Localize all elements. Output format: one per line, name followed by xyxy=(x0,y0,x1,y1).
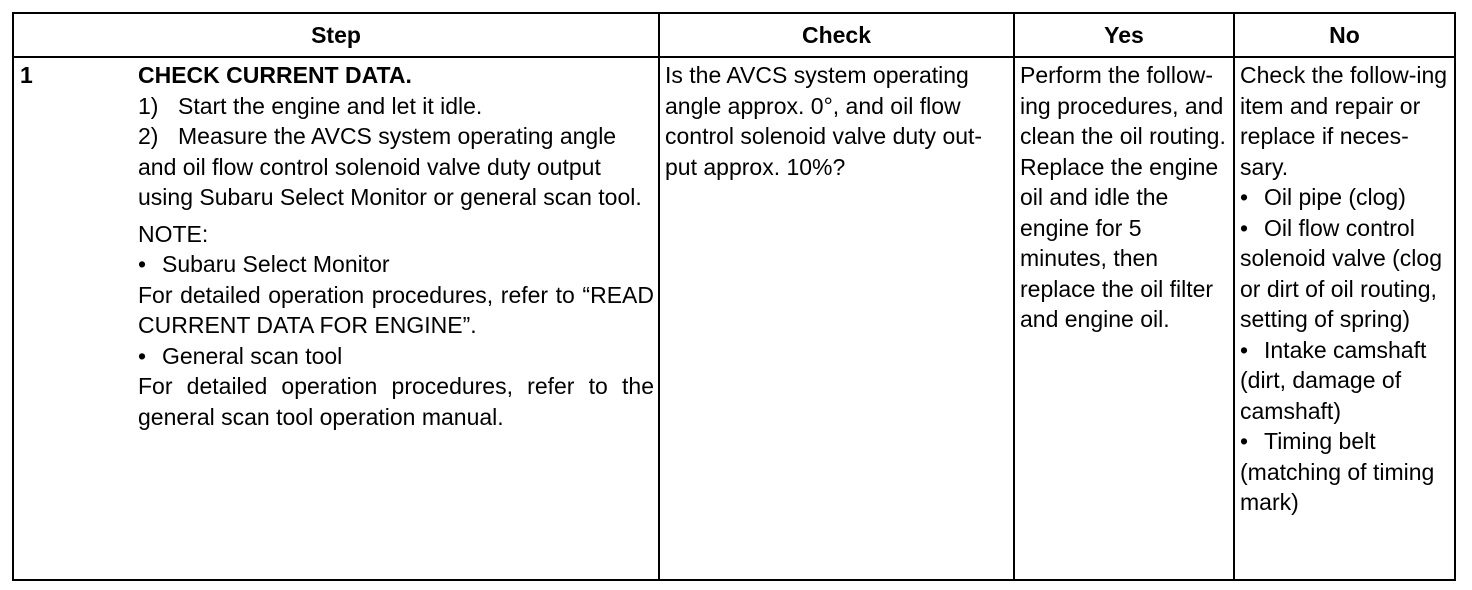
note-bullet-1 xyxy=(138,249,654,280)
no-bullet-label: Timing belt xyxy=(1264,428,1376,454)
header-no: No xyxy=(1234,13,1455,57)
step-item-2 xyxy=(138,121,654,152)
bullet-icon: • xyxy=(138,251,147,277)
note-text-2: For detailed operation procedures, refer to the general scan tool operation manual. xyxy=(138,373,654,430)
step-cell xyxy=(13,57,659,580)
bullet-icon: • xyxy=(138,342,147,369)
no-bullet-detail: (dirt, damage of camshaft) xyxy=(1240,367,1402,424)
no-bullet-label: Oil flow control xyxy=(1264,214,1415,241)
table-header-row xyxy=(13,13,1455,57)
no-bullet-label: Oil pipe (clog) xyxy=(1264,184,1406,210)
bullet-icon: • xyxy=(1240,214,1249,241)
bullet-icon: • xyxy=(1240,184,1249,210)
header-step: Step xyxy=(13,13,659,57)
no-bullet-label: Intake camshaft xyxy=(1264,336,1427,363)
no-bullet-3 xyxy=(1240,335,1449,366)
bullet-icon: • xyxy=(1240,428,1249,454)
step-item-number: 1) xyxy=(138,92,159,119)
no-intro: Check the follow-ing item and repair or replace if neces-sary. xyxy=(1240,62,1448,180)
step-item-text: Measure the AVCS system operating angle xyxy=(178,123,617,149)
note-bullet-2 xyxy=(138,341,654,372)
step-item-number: 2) xyxy=(138,123,159,149)
header-yes: Yes xyxy=(1014,13,1234,57)
note-bullet-text: General scan tool xyxy=(162,342,343,369)
check-cell xyxy=(659,57,1014,580)
step-item-text: Start the engine and let it idle. xyxy=(178,92,483,119)
step-item-1 xyxy=(138,91,654,122)
yes-cell xyxy=(1014,57,1234,580)
note-label: NOTE: xyxy=(138,220,209,247)
no-bullet-detail: (matching of timing mark) xyxy=(1240,458,1435,515)
table-row xyxy=(13,57,1455,580)
no-bullet-1 xyxy=(1240,182,1449,213)
no-cell xyxy=(1234,57,1455,580)
no-bullet-4 xyxy=(1240,426,1449,457)
step-title: CHECK CURRENT DATA. xyxy=(138,62,412,88)
no-bullet-detail: solenoid valve (clog or dirt of oil routing, setting of spring) xyxy=(1240,245,1443,332)
header-check: Check xyxy=(659,13,1014,57)
no-bullet-2 xyxy=(1240,213,1449,244)
note-bullet-text: Subaru Select Monitor xyxy=(162,251,390,277)
yes-paragraph-1: Perform the follow-ing procedures, and clean the oil routing. xyxy=(1020,62,1226,149)
note-text-1: For detailed operation procedures, refer to “READ CURRENT DATA FOR ENGINE”. xyxy=(138,281,654,338)
bullet-icon: • xyxy=(1240,336,1249,363)
step-number: 1 xyxy=(20,62,33,88)
step-item-2-continuation: and oil flow control solenoid valve duty output using Subaru Select Monitor or general scan tool. xyxy=(138,153,642,210)
yes-paragraph-2: Replace the engine oil and idle the engine for 5 minutes, then replace the oil filter and engine oil. xyxy=(1020,153,1219,332)
check-text: Is the AVCS system operating angle approx. 0°, and oil flow control solenoid valve duty out-put approx. 10%? xyxy=(665,62,983,180)
diagnostic-procedure-table xyxy=(12,12,1456,581)
